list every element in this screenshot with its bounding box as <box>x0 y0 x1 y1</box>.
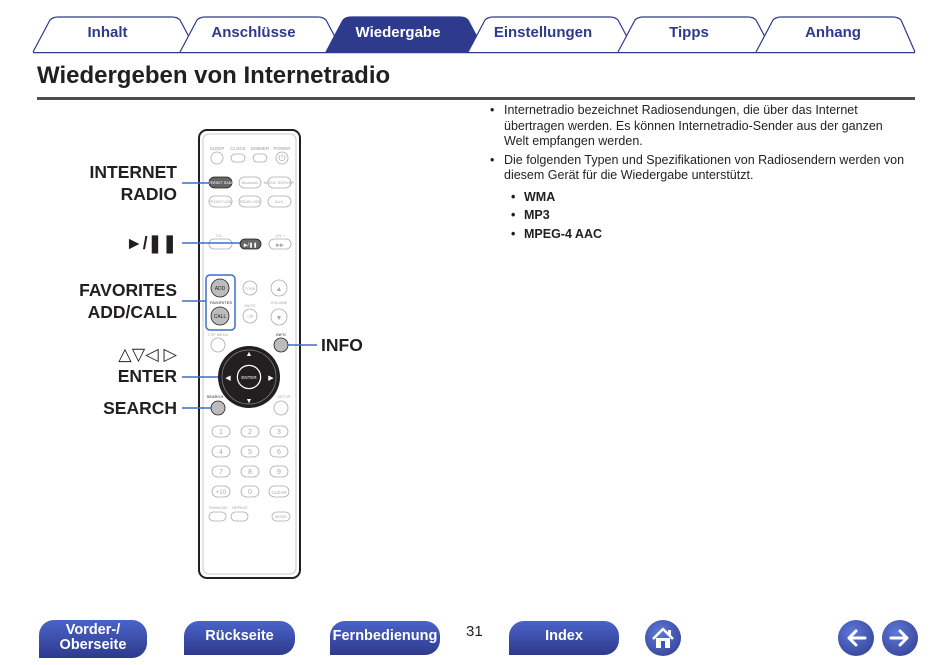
svg-text:◀: ◀ <box>225 375 231 382</box>
format-item: • MP3 <box>487 208 907 224</box>
label-enter: ENTER <box>117 366 177 386</box>
ch-minus-label: CH - <box>215 233 225 238</box>
svg-text:FAVORITES: FAVORITES <box>209 300 233 305</box>
svg-text:8: 8 <box>248 469 252 476</box>
svg-text:REPEAT: REPEAT <box>232 505 248 510</box>
home-button[interactable] <box>645 620 681 656</box>
bullet-internetradio: • Internetradio bezeichnet Radiosendungen, die über das Internet übertragen werden. Es können Internetradio-Sender aus der ganzen Welt empfangen werden. <box>487 103 907 150</box>
svg-text:ENTER: ENTER <box>241 375 257 380</box>
sleep-label: SLEEP <box>209 146 225 151</box>
svg-text:ADD: ADD <box>214 286 226 292</box>
arrow-right-icon <box>882 620 918 656</box>
svg-text:SEARCH: SEARCH <box>206 394 224 399</box>
svg-text:7: 7 <box>219 469 223 476</box>
rear-usb-label: REAR USB <box>239 199 261 204</box>
info-key <box>274 338 288 352</box>
music-server-label: MUSIC SERVER <box>263 180 295 185</box>
power-icon <box>276 152 288 164</box>
front-usb-label: FRONT USB <box>208 199 232 204</box>
format-item: • MPEG-4 AAC <box>487 227 907 243</box>
tab-inhalt[interactable]: Inhalt <box>87 24 128 41</box>
svg-text:▲: ▲ <box>245 351 253 358</box>
label-internet-radio: INTERNET RADIO <box>89 162 177 204</box>
tab-anschluesse[interactable]: Anschlüsse <box>211 24 296 41</box>
bullet-supported-types: • Die folgenden Typen und Spezifikationen von Radiosendern werden von diesem Gerät für die Wiedergabe unterstützt. <box>487 153 907 184</box>
svg-text:4: 4 <box>219 449 223 456</box>
front-top-button[interactable]: Vorder-/ Oberseite <box>39 620 147 658</box>
svg-text:CLEAR: CLEAR <box>271 490 287 495</box>
forward-button[interactable] <box>882 620 918 656</box>
svg-text:1: 1 <box>219 429 223 436</box>
tab-wiedergabe[interactable]: Wiedergabe <box>355 24 441 41</box>
label-info: INFO <box>321 335 363 355</box>
svg-text:CALL: CALL <box>213 314 227 320</box>
svg-text:▶: ▶ <box>268 375 274 382</box>
power-label: POWER <box>273 146 291 151</box>
remote-button[interactable]: Fernbedienung <box>330 621 440 655</box>
back-button[interactable] <box>838 620 874 656</box>
svg-text:5: 5 <box>248 449 252 456</box>
internet-radio-key-label: INTERNET RADIO <box>204 181 236 185</box>
svg-text:▼: ▼ <box>245 398 253 405</box>
ch-plus-label: CH + <box>275 233 285 238</box>
svg-text:SETUP: SETUP <box>277 394 291 399</box>
tab-tipps[interactable]: Tipps <box>669 24 709 41</box>
clock-label: CLOCK <box>230 146 246 151</box>
page-title: Wiedergeben von Internetradio <box>37 62 391 89</box>
svg-text:▲: ▲ <box>275 286 283 293</box>
tab-anhang[interactable]: Anhang <box>805 24 861 41</box>
svg-text:TONE: TONE <box>244 287 256 291</box>
index-button[interactable]: Index <box>509 621 619 655</box>
svg-text:MODE: MODE <box>275 514 287 519</box>
svg-text:TOP MENU: TOP MENU <box>207 332 229 337</box>
tab-einstellungen[interactable]: Einstellungen <box>493 24 593 41</box>
svg-text:RANDOM: RANDOM <box>209 505 227 510</box>
svg-text:+10: +10 <box>215 490 227 496</box>
search-key <box>211 401 225 415</box>
home-icon <box>645 620 681 656</box>
dimmer-label: DIMMER <box>250 146 270 151</box>
arrow-left-icon <box>838 620 874 656</box>
svg-text:▶/❚❚: ▶/❚❚ <box>243 242 258 249</box>
svg-text:9: 9 <box>277 469 281 476</box>
svg-text:VOLUME: VOLUME <box>270 300 288 305</box>
svg-text:6: 6 <box>277 449 281 456</box>
svg-text:3: 3 <box>277 429 281 436</box>
svg-text:2: 2 <box>248 429 252 436</box>
format-item: • WMA <box>487 190 907 206</box>
aux-label: AUX <box>274 199 284 204</box>
label-favorites: FAVORITES ADD/CALL <box>79 280 177 322</box>
label-arrows: △▽◁ ▷ <box>118 344 177 364</box>
bluetooth-label: Bluetooth <box>241 180 259 185</box>
svg-text:0: 0 <box>248 489 252 496</box>
svg-text:MUTE: MUTE <box>244 303 256 308</box>
label-search: SEARCH <box>103 398 177 418</box>
label-play-pause: ►/❚❚ <box>125 233 177 253</box>
rear-button[interactable]: Rückseite <box>184 621 295 655</box>
svg-text:◁×: ◁× <box>246 314 254 320</box>
svg-text:▼: ▼ <box>275 315 283 322</box>
page-number: 31 <box>466 623 483 640</box>
svg-text:INFO: INFO <box>276 332 286 337</box>
svg-text:▶▶: ▶▶ <box>276 242 284 249</box>
